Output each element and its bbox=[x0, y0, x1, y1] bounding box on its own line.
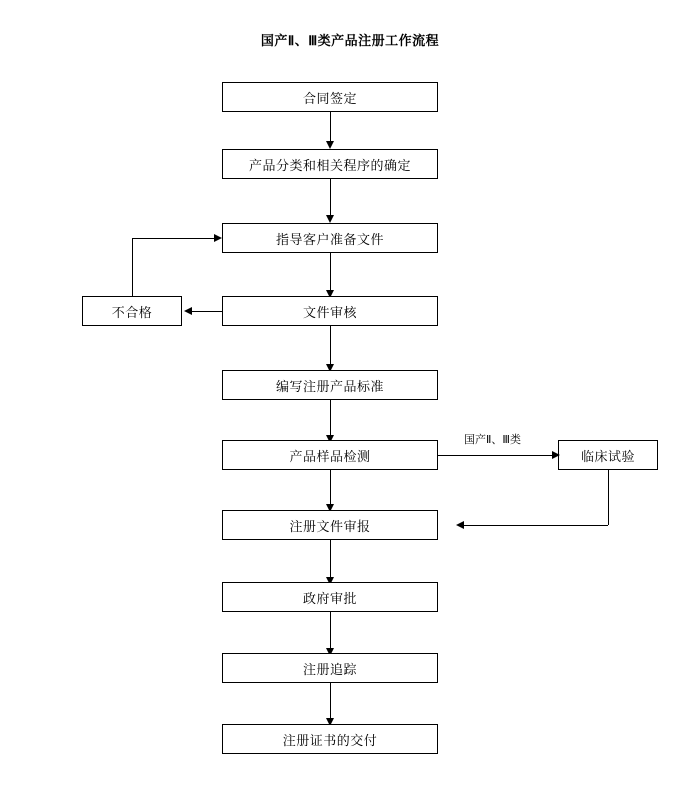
node-certificate-delivery bbox=[222, 724, 438, 754]
node-clinical-trial bbox=[558, 440, 658, 470]
connector-n6-n7 bbox=[330, 400, 331, 440]
connector-n1-n2 bbox=[330, 112, 331, 144]
edge-label-domestic-class: 国产Ⅱ、Ⅲ类 bbox=[464, 434, 521, 446]
node-government-approval bbox=[222, 582, 438, 612]
node-registration-submission bbox=[222, 510, 438, 540]
node-label: 临床试验 bbox=[580, 448, 635, 464]
node-contract-signing bbox=[222, 82, 438, 112]
page-title: 国产Ⅱ、Ⅲ类产品注册工作流程 bbox=[260, 33, 440, 48]
arrowhead-n4-n5 bbox=[184, 307, 192, 315]
connector-n5-n3-vertical bbox=[132, 238, 133, 296]
node-product-classification bbox=[222, 149, 438, 179]
connector-n8-n9-vertical bbox=[608, 470, 609, 525]
node-label: 编写注册产品标准 bbox=[275, 378, 384, 394]
node-label: 合同签定 bbox=[302, 90, 357, 106]
connector-n9-n10 bbox=[330, 540, 331, 582]
node-document-review bbox=[222, 296, 438, 326]
node-unqualified bbox=[82, 296, 182, 326]
node-label: 不合格 bbox=[111, 304, 153, 320]
node-sample-testing bbox=[222, 440, 438, 470]
arrowhead-n2-n3 bbox=[326, 215, 334, 223]
arrowhead-n8-n9 bbox=[456, 521, 464, 529]
node-label: 文件审核 bbox=[302, 304, 357, 320]
arrowhead-n7-n8 bbox=[552, 451, 560, 459]
connector-n7-n8 bbox=[438, 455, 558, 456]
connector-n4-n5 bbox=[191, 311, 222, 312]
node-label: 注册证书的交付 bbox=[282, 732, 378, 748]
node-registration-tracking bbox=[222, 653, 438, 683]
node-write-product-standard bbox=[222, 370, 438, 400]
arrowhead-n5-n3 bbox=[214, 234, 222, 242]
node-label: 注册追踪 bbox=[302, 661, 357, 677]
node-label: 指导客户准备文件 bbox=[275, 231, 384, 247]
node-label: 产品分类和相关程序的确定 bbox=[248, 157, 411, 173]
connector-n3-n4 bbox=[330, 253, 331, 295]
node-label: 产品样品检测 bbox=[289, 448, 371, 464]
arrowhead-n1-n2 bbox=[326, 141, 334, 149]
connector-n2-n3 bbox=[330, 179, 331, 220]
node-guide-customer-documents bbox=[222, 223, 438, 253]
node-label: 注册文件审报 bbox=[289, 518, 371, 534]
node-label: 政府审批 bbox=[302, 590, 357, 606]
connector-n5-n3-horizontal bbox=[132, 238, 216, 239]
connector-n8-n9-horizontal bbox=[464, 525, 608, 526]
